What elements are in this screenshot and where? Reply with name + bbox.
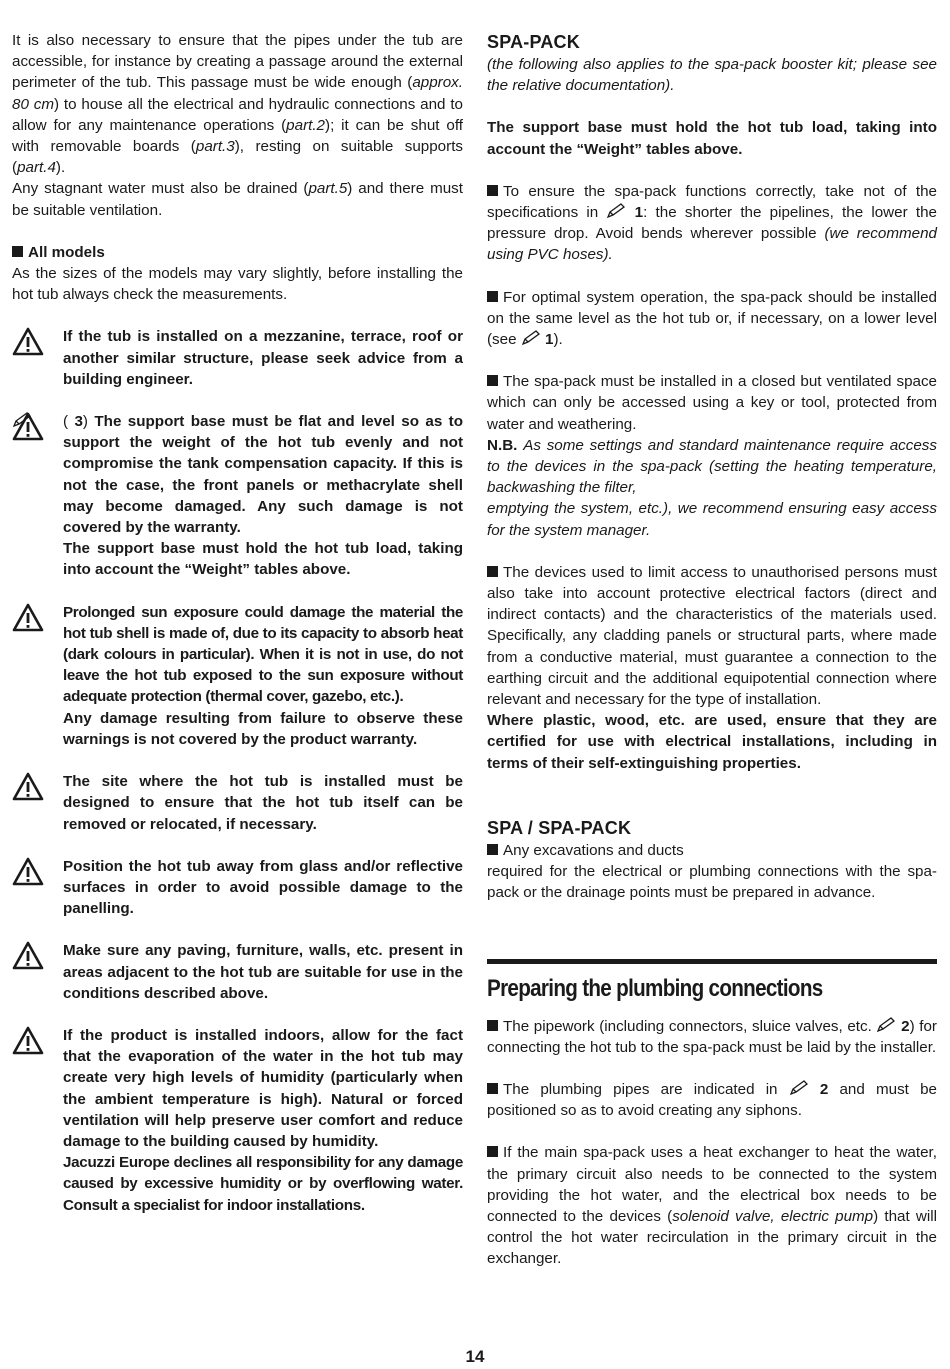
- pencil-icon: [876, 1016, 896, 1033]
- spa-pack-paragraph: To ensure the spa-pack functions correctly, take not of the specifications in 1: the shorter the pipelines, the lower the pressure drop. Avoid bends wherever possible (we recommend using PVC hoses).: [487, 182, 937, 264]
- excavations-heading: Any excavations and ducts: [487, 840, 937, 861]
- certification-note: Where plastic, wood, etc. are used, ensure that they are certified for use with electrical installations, including in terms of their self-extinguishing properties.: [487, 712, 937, 772]
- warning-icon: [12, 1025, 46, 1057]
- excavations-text: required for the electrical or plumbing connections with the spa-pack or the drainage points must be prepared in advance.: [487, 863, 937, 902]
- bullet-square-icon: [487, 185, 498, 196]
- warning-block: Prolonged sun exposure could damage the material the hot tub shell is made of, due to its capacity to absorb heat (dark colours in particular). When it is not in use, do not leave the hot tub exposed to the sun exposure without adequate protection (thermal cover, gazebo, etc.). Any damage resulting from failure to observe these warnings is not covered by the product warranty.: [12, 602, 463, 750]
- bullet-square-icon: [487, 1020, 498, 1031]
- pencil-icon: [606, 202, 626, 219]
- warning-block: The site where the hot tub is installed must be designed to ensure that the hot tub itself can be removed or relocated, if necessary.: [12, 771, 463, 835]
- bullet-square-icon: [487, 291, 498, 302]
- nb-note-continued: emptying the system, etc.), we recommend ensuring easy access for the system manager.: [487, 500, 937, 539]
- right-column: [487, 30, 937, 1270]
- intro-paragraph: It is also necessary to ensure that the pipes under the tub are accessible, for instance by creating a passage around the external perimeter of the tub. This passage must be wide enough (approx. 80 cm) to house all the electrical and hydraulic connections and to allow for any maintenance operations (part.2); it can be shut off with removable boards (part.3), resting on suitable supports (part.4).: [12, 32, 464, 177]
- warning-block: If the tub is installed on a mezzanine, terrace, roof or another similar structure, please seek advice from a building engineer.: [12, 326, 463, 390]
- spa-pack-heading: SPA-PACK: [487, 32, 580, 52]
- bullet-square-icon: [487, 844, 498, 855]
- support-base-note: The support base must hold the hot tub load, taking into account the “Weight” tables above.: [487, 119, 937, 158]
- drainage-paragraph: Any stagnant water must also be drained (part.5) and there must be suitable ventilation.: [12, 180, 463, 219]
- plumbing-paragraph: The plumbing pipes are indicated in 2 and must be positioned so as to avoid creating any siphons.: [487, 1080, 937, 1120]
- bullet-square-icon: [487, 375, 498, 386]
- pencil-icon: [521, 329, 541, 346]
- warning-icon: [12, 326, 46, 358]
- spa-pack-note: (the following also applies to the spa-pack booster kit; please see the relative documentation).: [487, 56, 937, 95]
- nb-note: N.B. As some settings and standard maintenance require access to the devices in the spa-pack (setting the heating temperature, backwashing the filter,: [487, 436, 937, 497]
- bullet-square-icon: [12, 246, 23, 257]
- warning-icon: [12, 771, 46, 803]
- all-models-heading: All models: [12, 242, 463, 263]
- warning-icon: [12, 940, 46, 972]
- plumbing-heading: Preparing the plumbing connections: [487, 974, 823, 1002]
- warning-block: ( 3) The support base must be flat and level so as to support the weight of the hot tub evenly and not compromise the tank compensation capacity. If this is not the case, the front panels or methacrylate shell may become damaged. Any such damage is not covered by the warranty. The support base must hold the hot tub load, taking into account the “Weight” tables above.: [12, 411, 463, 581]
- warning-block: Position the hot tub away from glass and/or reflective surfaces in order to avoid possible damage to the panelling.: [12, 856, 463, 920]
- warning-icon: [12, 856, 46, 888]
- all-models-text: As the sizes of the models may vary slightly, before installing the hot tub always check the measurements.: [12, 265, 463, 304]
- bullet-square-icon: [487, 1083, 498, 1094]
- page-number: 14: [465, 1347, 485, 1366]
- bullet-square-icon: [487, 1146, 498, 1157]
- pencil-icon: [12, 411, 32, 428]
- pencil-icon: [789, 1079, 809, 1096]
- spa-pack-paragraph: For optimal system operation, the spa-pack should be installed on the same level as the hot tub or, if necessary, on a lower level (see 1).: [487, 288, 937, 349]
- left-column: [12, 30, 463, 1237]
- warning-icon: [12, 602, 46, 634]
- warning-block: If the product is installed indoors, allow for the fact that the evaporation of the water in the hot tub may create very high levels of humidity (particularly when the ambient temperature is high). Natural or forced ventilation will help preserve user comfort and reduce damage to the building caused by humidity. Jacuzzi Europe declines all responsibility for any damage caused by excessive humidity or by overflowing water. Consult a specialist for indoor installations.: [12, 1025, 463, 1216]
- spa-pack-paragraph: The devices used to limit access to unauthorised persons must also take into account protective electrical factors (direct and indirect contacts) and the characteristics of the materials used. Specifically, any cladding panels or structural parts, where made from a conductive material, must guarantee a connection to the earthing circuit and the additional equipotential connection where relevant and necessary for the type of installation.: [487, 563, 937, 709]
- spa-spa-pack-heading: SPA / SPA-PACK: [487, 817, 632, 838]
- bullet-square-icon: [487, 566, 498, 577]
- section-divider: [487, 959, 937, 964]
- plumbing-paragraph: The pipework (including connectors, sluice valves, etc. 2) for connecting the hot tub to the spa-pack must be laid by the installer.: [487, 1017, 937, 1056]
- spa-pack-paragraph: The spa-pack must be installed in a closed but ventilated space which can only be accessed using a key or tool, protected from water and weathering.: [487, 373, 937, 433]
- warning-block: Make sure any paving, furniture, walls, etc. present in areas adjacent to the hot tub are suitable for use in the conditions described above.: [12, 940, 463, 1004]
- plumbing-paragraph: If the main spa-pack uses a heat exchanger to heat the water, the primary circuit also needs to be connected to the system providing the hot water, and the electrical box needs to be connected to the devices (solenoid valve, electric pump) that will control the hot water recirculation in the primary circuit in the exchanger.: [487, 1144, 938, 1268]
